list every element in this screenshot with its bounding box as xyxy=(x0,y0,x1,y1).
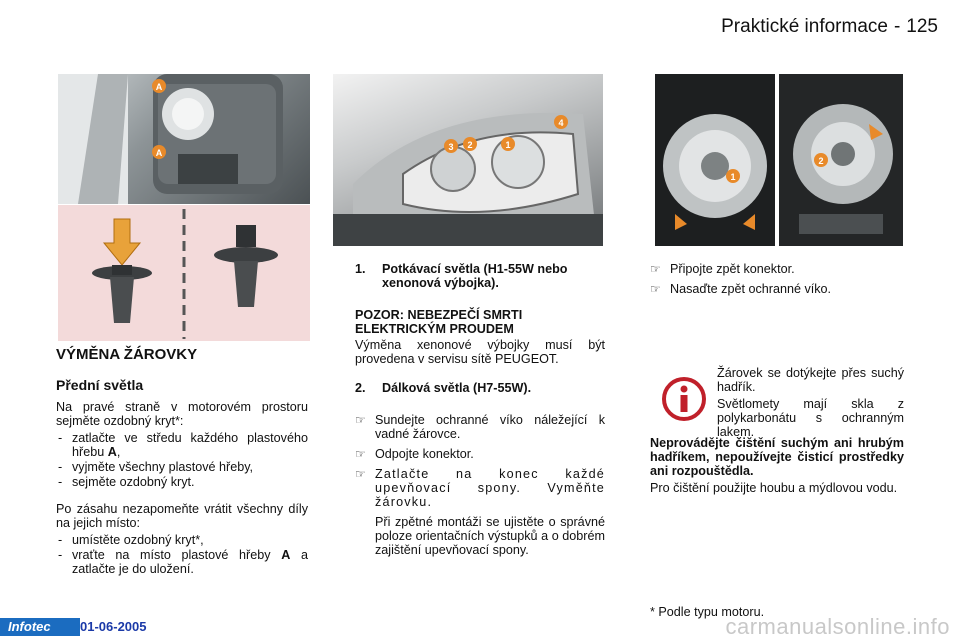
instruction-bullet: ☞ Připojte zpět konektor. xyxy=(650,262,795,276)
item-low-beam: 1. Potkávací světla (H1-55W nebo xenonová výbojka). xyxy=(355,262,568,290)
headlamp-label-1: 1 xyxy=(505,140,511,150)
bulb-label-2: 2 xyxy=(818,156,824,166)
headlamp-label-3: 3 xyxy=(448,142,454,152)
headlamp-photo xyxy=(333,74,603,246)
pointer-icon: ☞ xyxy=(355,447,366,461)
item-high-beam: 2. Dálková světla (H7-55W). xyxy=(355,381,532,395)
intro-text: Na pravé straně v motorovém prostoru sejměte ozdobný kryt*: xyxy=(56,400,308,428)
bulb-socket-illustration-1 xyxy=(655,74,775,246)
right-column xyxy=(650,262,904,302)
info-icon xyxy=(661,376,707,422)
infotec-logo: Infotec xyxy=(0,618,80,636)
engine-bay-photo xyxy=(58,74,310,204)
info-note-bottom xyxy=(650,436,904,498)
footer-date: 01-06-2005 xyxy=(80,619,147,634)
subheading-front-lights: Přední světla xyxy=(56,377,144,393)
bulb-socket-photo-2 xyxy=(779,74,903,246)
step-item: - vyjměte všechny plastové hřeby, xyxy=(56,460,308,474)
headlamp-label-4: 4 xyxy=(558,118,564,128)
bulb-socket-illustration-2 xyxy=(779,74,903,246)
middle-column xyxy=(355,262,605,563)
step-item: - zatlačte ve středu každého plastového hřebu A, xyxy=(56,431,308,459)
page-header xyxy=(721,16,938,38)
info-para-2-warning: Neprovádějte čištění suchým ani hrubým hadříkem, nepoužívejte čisticí prostředky ani rozpouštědla. xyxy=(650,436,904,478)
plastic-pins-illustration xyxy=(58,205,310,341)
reassembly-note: Při zpětné montáži se ujistěte o správné poloze orientačních výstupků a o dobrém zajištění upevňovací spony. xyxy=(375,515,605,557)
pointer-icon: ☞ xyxy=(650,282,661,296)
left-column xyxy=(56,348,308,577)
info-para-2-start: Světlomety mají skla z polykarbonátu s ochranným lakem. xyxy=(717,397,904,439)
watermark: carmanualsonline.info xyxy=(725,614,950,639)
reassembly-step: - umístěte ozdobný kryt*, xyxy=(56,533,308,547)
pin-a-label-1: A xyxy=(155,82,163,92)
section-heading: VÝMĚNA ŽÁROVKY xyxy=(56,346,198,363)
bulb-label-1: 1 xyxy=(730,172,736,182)
pointer-icon: ☞ xyxy=(355,467,366,481)
instruction-bullet: ☞ Sundejte ochranné víko náležející k vadné žárovce. xyxy=(355,413,605,441)
headlamp-label-2: 2 xyxy=(467,140,473,150)
instruction-bullet: ☞ Nasaďte zpět ochranné víko. xyxy=(650,282,832,296)
info-para-1: Žárovek se dotýkejte přes suchý hadřík. xyxy=(717,366,904,394)
warning-title: POZOR: NEBEZPEČÍ SMRTI ELEKTRICKÝM PROUDEM xyxy=(355,308,523,336)
engine-bay-illustration xyxy=(58,74,310,204)
pointer-icon: ☞ xyxy=(355,413,366,427)
footnote: * Podle typu motoru. xyxy=(650,605,765,619)
instruction-bullet: ☞ Zatlačte na konec každé upevňovací spony. Vyměňte žárovku. xyxy=(355,467,605,509)
headlamp-illustration xyxy=(333,74,603,246)
section-title: Praktické informace xyxy=(721,16,888,37)
pin-a-label-2: A xyxy=(155,148,163,158)
page-number: 125 xyxy=(906,16,938,37)
plastic-pins-photo xyxy=(58,205,310,341)
warning-text: Výměna xenonové výbojky musí být provedena v servisu sítě PEUGEOT. xyxy=(355,338,605,366)
bulb-socket-photo-1 xyxy=(655,74,775,246)
info-para-3: Pro čištění použijte houbu a mýdlovou vodu. xyxy=(650,481,898,495)
pointer-icon: ☞ xyxy=(650,262,661,276)
reassembly-text: Po zásahu nezapomeňte vrátit všechny díly na jejich místo: xyxy=(56,502,308,530)
instruction-bullet: ☞ Odpojte konektor. xyxy=(355,447,474,461)
step-item: - sejměte ozdobný kryt. xyxy=(56,475,308,489)
header-separator: - xyxy=(893,16,901,37)
info-note-top xyxy=(717,366,904,442)
reassembly-step: - vraťte na místo plastové hřeby A a zatlačte je do uložení. xyxy=(56,548,308,576)
